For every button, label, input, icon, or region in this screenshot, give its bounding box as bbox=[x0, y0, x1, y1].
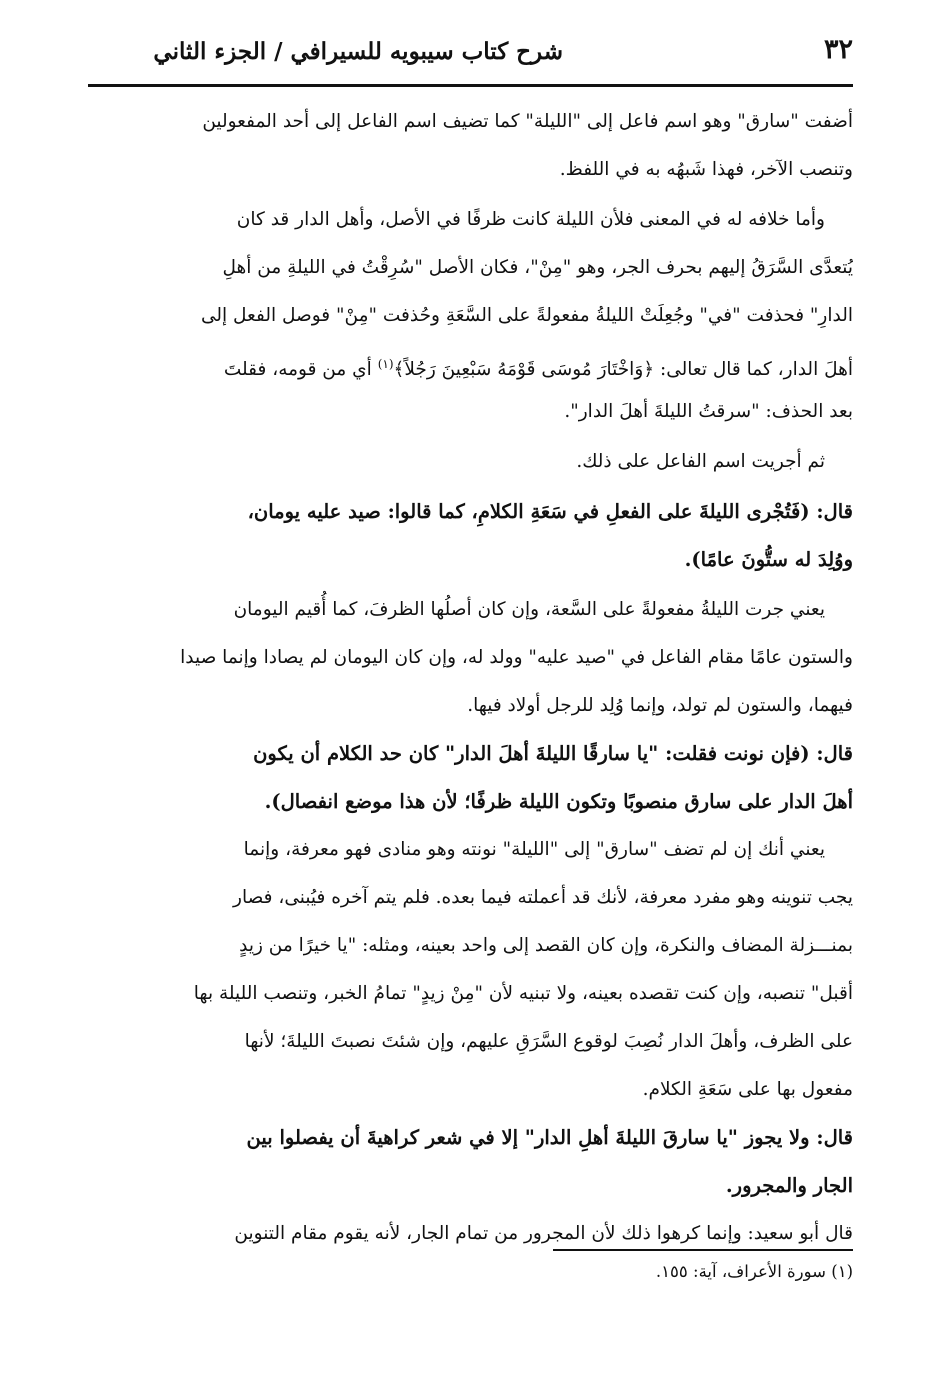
text-line: مفعول بها على سَعَةِ الكلام. bbox=[642, 1079, 853, 1100]
text-line: وأما خلافه له في المعنى فلأن الليلة كانت ظرفًا في الأصل، وأهل الدار قد كان bbox=[236, 209, 825, 230]
text-line-bold: أهلَ الدار على سارق منصوبًا وتكون الليلة ظرفًا؛ لأن هذا موضع انفصال). bbox=[264, 790, 853, 813]
running-title: شرح كتاب سيبويه للسيرافي / الجزء الثاني bbox=[153, 38, 563, 65]
text-line-bold: ووُلِدَ له ستُّونَ عامًا). bbox=[684, 548, 853, 571]
main-text bbox=[88, 98, 853, 1258]
text-line: على الظرف، وأهلَ الدار نُصِبَ لوقوع السَّرَقِ عليهم، وإن شئتَ نصبتَ الليلةَ؛ لأنها bbox=[244, 1031, 853, 1052]
text-line-bold: قال: (فَتُجْرى الليلةَ على الفعلِ في سَعَةِ الكلامِ، كما قالوا: صيد عليه يومان، bbox=[247, 500, 853, 523]
quran-quote: أهلَ الدار، كما قال تعالى: ﴿وَاخْتَارَ مُوسَى قَوْمَهُ سَبْعِينَ رَجُلاً﴾ bbox=[393, 359, 853, 381]
footnote: (١) سورة الأعراف، آية: ١٥٥. bbox=[655, 1262, 853, 1281]
text-line: يُتعدَّى السَّرَقُ إليهم بحرف الجر، وهو "مِنْ"، فكان الأصل "سُرِقْتُ في الليلةِ من أهلِ bbox=[222, 257, 853, 278]
text-line: وتنصب الآخر، فهذا شَبهُه به في اللفظ. bbox=[559, 159, 853, 180]
text-line: يعني أنك إن لم تضف "سارق" إلى "الليلة" نونته وهو منادى فهو معرفة، وإنما bbox=[243, 839, 825, 860]
running-header bbox=[88, 34, 853, 78]
text-line: فيهما، والستون لم تولد، وإنما وُلِد للرجل أولاد فيها. bbox=[467, 695, 853, 716]
page-number: ٣٢ bbox=[823, 34, 853, 65]
text-line: الدارِ" فحذفت "في" وجُعِلَتْ الليلةُ مفعولةً على السَّعَةِ وحُذفت "مِنْ" فوصل الفعل إلى bbox=[200, 305, 853, 326]
text-line: يعني جرت الليلةُ مفعولةً على السَّعة، وإن كان أصلُها الظرفَ، كما أُقيم اليومان bbox=[233, 599, 825, 620]
text-line: أقبل" تنصبه، وإن كنت تقصده بعينه، ولا تبنيه لأن "مِنْ زيدٍ" تمامُ الخبر، وتنصب الليلة بها bbox=[193, 983, 853, 1004]
text-line: والستون عامًا مقام الفاعل في "صيد عليه" وولد له، وإن كان اليومان لم يصادا وإنما صيدا bbox=[180, 647, 853, 668]
text-line-bold: الجار والمجرور. bbox=[725, 1174, 853, 1197]
text-line: ثم أجريت اسم الفاعل على ذلك. bbox=[576, 451, 825, 472]
text-line-bold: قال: ولا يجوز "يا سارقَ الليلةَ أهلِ الدار" إلا في شعر كراهيةَ أن يفصلوا بين bbox=[246, 1126, 853, 1149]
text-line-with-footnote bbox=[88, 340, 853, 388]
text-line: بمنـــزلة المضاف والنكرة، وإن كان القصد إلى واحد بعينه، ومثله: "يا خيرًا من زيدٍ bbox=[239, 935, 853, 956]
text-line-bold: قال: (فإن نونت فقلت: "يا سارقًا الليلةَ أهلَ الدار" كان حد الكلام أن يكون bbox=[253, 742, 853, 765]
text-line: بعد الحذف: "سرقتُ الليلةَ أهلَ الدار". bbox=[564, 401, 853, 422]
footnote-rule bbox=[553, 1249, 853, 1251]
header-rule bbox=[88, 84, 853, 87]
text-line: أضفت "سارق" وهو اسم فاعل إلى "الليلة" كما تضيف اسم الفاعل إلى أحد المفعولين bbox=[202, 111, 853, 132]
text-line: قال أبو سعيد: وإنما كرهوا ذلك لأن المجرور من تمام الجار، لأنه يقوم مقام التنوين bbox=[234, 1223, 853, 1244]
footnote-marker: (١) bbox=[377, 357, 394, 371]
text-line: يجب تنوينه وهو مفرد معرفة، لأنك قد أعملته فيما بعده. فلم يتم آخره فيُبنى، فصار bbox=[233, 887, 853, 908]
text-line-tail: أي من قومه، فقلتَ bbox=[223, 359, 372, 381]
